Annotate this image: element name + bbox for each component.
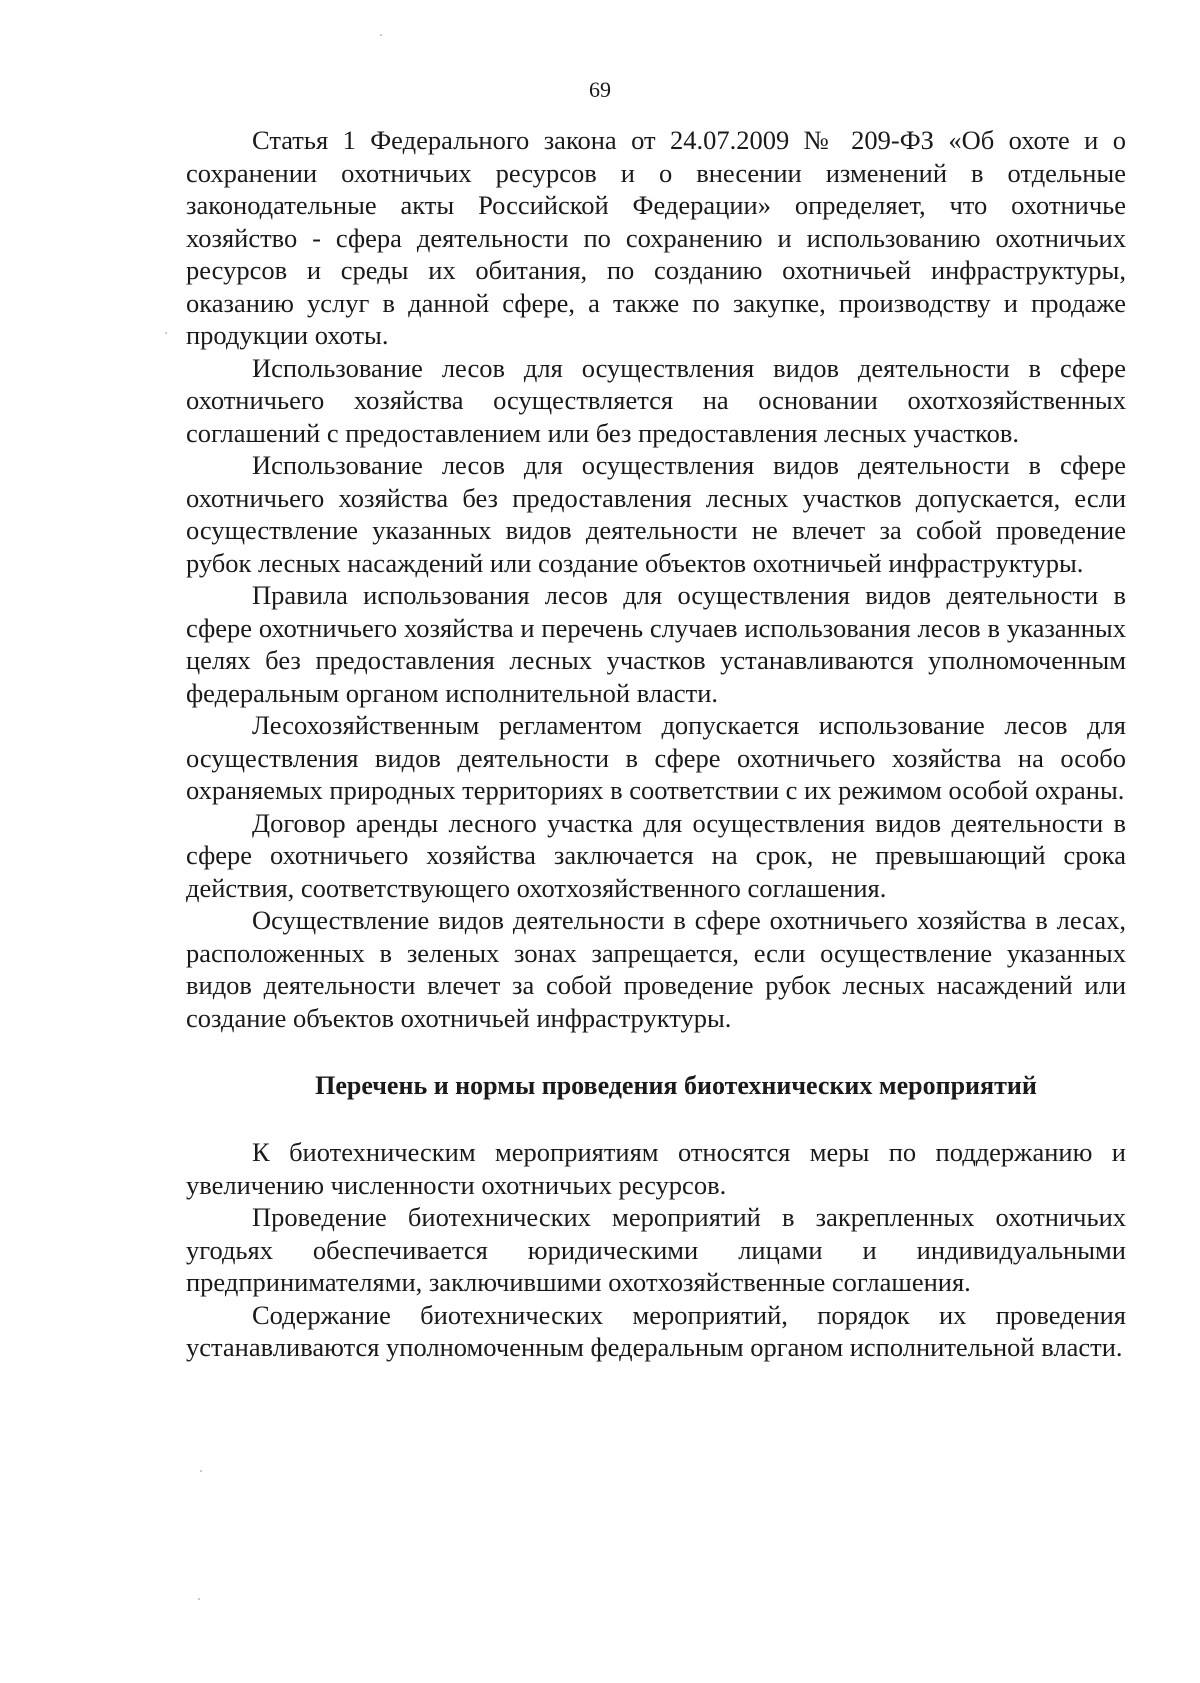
paragraph-rules: Правила использования лесов для осуществления видов деятельности в сфере охотничьего хозяйства и перечень случаев использования лесов в указанных целях без предоставления лесных участков устанавливаются уполномоченным федеральным органом исполнительной власти. — [186, 580, 1126, 708]
paragraph-forest-use-agreements: Использование лесов для осуществления видов деятельности в сфере охотничьего хозяйства осуществляется на основании охотхозяйственных соглашений с предоставлением или без предоставления лесных участков. — [186, 352, 1126, 448]
paragraph-biotech-responsibility: Проведение биотехнических мероприятий в закрепленных охотничьих угодьях обеспечивается юридическими лицами и индивидуальными предпринимателями, заключившими охотхозяйственные соглашения. — [186, 1202, 1126, 1297]
scan-speck — [165, 332, 167, 334]
section-heading: Перечень и нормы проведения биотехнических мероприятий — [315, 1071, 1037, 1100]
paragraph-without-plots: Использование лесов для осуществления видов деятельности в сфере охотничьего хозяйства без предоставления лесных участков допускается, если осуществление указанных видов деятельности не влечет за собой проведение рубок лесных насаждений или создание объектов охотничьей инфраструктуры. — [186, 450, 1126, 578]
page-number: 69 — [589, 77, 611, 102]
scan-speck — [380, 34, 382, 36]
paragraph-article-1: Статья 1 Федерального закона от 24.07.2009 № 209-ФЗ «Об охоте и о сохранении охотничьих ресурсов и о внесении изменений в отдельные законодательные акты Российской Федерации» определяет, что охотничье хозяйство - сфера деятельности по сохранению и использованию охотничьих ресурсов и среды их обитания, по созданию охотничьей инфраструктуры, оказанию услуг в данной сфере, а также по закупке, производству и продаже продукции охоты. — [186, 125, 1126, 350]
document-body — [186, 124, 1126, 1364]
paragraph-protected-areas: Лесохозяйственным регламентом допускается использование лесов для осуществления видов деятельности в сфере охотничьего хозяйства на особо охраняемых природных территориях в соответствии с их режимом особой охраны. — [186, 710, 1126, 805]
scan-speck — [198, 1598, 200, 1600]
paragraph-lease-term: Договор аренды лесного участка для осуществления видов деятельности в сфере охотничьего хозяйства заключается на срок, не превышающий срока действия, соответствующего охотхозяйственного соглашения. — [186, 807, 1126, 903]
paragraph-green-zones: Осуществление видов деятельности в сфере охотничьего хозяйства в лесах, расположенных в зеленых зонах запрещается, если осуществление указанных видов деятельности влечет за собой проведение рубок лесных насаждений или создание объектов охотничьей инфраструктуры. — [186, 905, 1126, 1033]
paragraph-biotech-definition: К биотехническим мероприятиям относятся меры по поддержанию и увеличению численности охотничьих ресурсов. — [186, 1137, 1126, 1200]
paragraph-biotech-content: Содержание биотехнических мероприятий, порядок их проведения устанавливаются уполномоченным федеральным органом исполнительной власти. — [186, 1299, 1126, 1362]
scan-speck — [200, 1470, 202, 1472]
